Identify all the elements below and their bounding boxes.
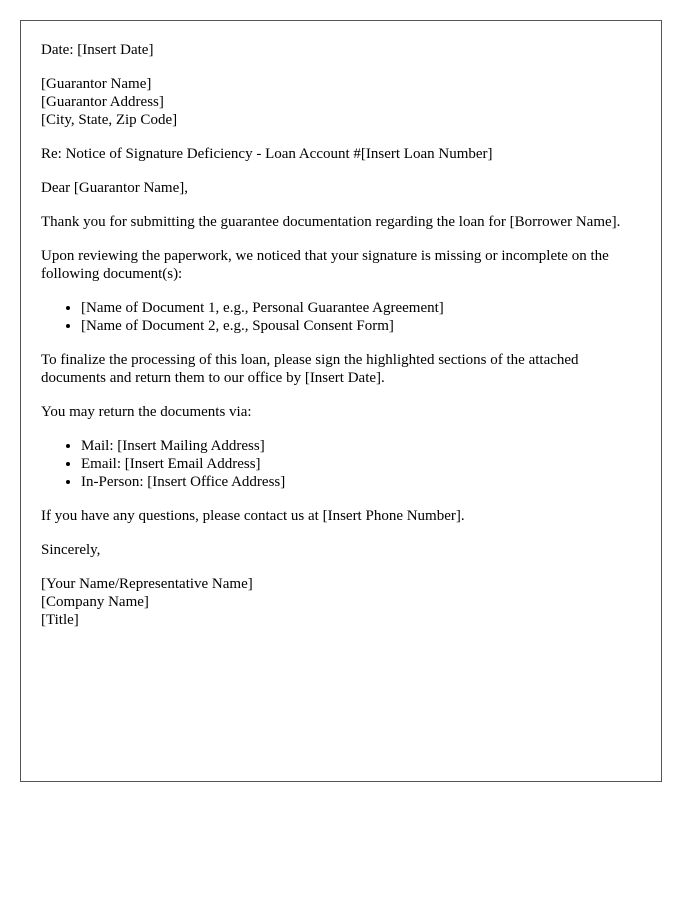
recipient-name: [Guarantor Name]	[41, 76, 152, 92]
recipient-block	[41, 75, 641, 129]
list-item: • In-Person: [Insert Office Address]	[81, 473, 641, 491]
list-item: • [Name of Document 1, e.g., Personal Guarantee Agreement]	[81, 299, 641, 317]
signature-title: [Title]	[41, 612, 79, 628]
list-item: • [Name of Document 2, e.g., Spousal Consent Form]	[81, 317, 641, 335]
paragraph-questions: If you have any questions, please contact us at [Insert Phone Number].	[41, 508, 465, 524]
signature-name: [Your Name/Representative Name]	[41, 576, 253, 592]
signature-company: [Company Name]	[41, 594, 149, 610]
signature-block	[41, 575, 641, 629]
letter-page	[20, 20, 662, 782]
paragraph-thanks: Thank you for submitting the guarantee documentation regarding the loan for [Borrower Name].	[41, 214, 621, 230]
paragraph-return: You may return the documents via:	[41, 404, 252, 420]
documents-list	[41, 299, 641, 335]
subject-line: Re: Notice of Signature Deficiency - Loan Account #[Insert Loan Number]	[41, 146, 493, 162]
return-methods-list	[41, 437, 641, 491]
paragraph-review: Upon reviewing the paperwork, we noticed that your signature is missing or incomplete on the following document(s):	[41, 248, 609, 282]
closing: Sincerely,	[41, 542, 101, 558]
salutation: Dear [Guarantor Name],	[41, 180, 189, 196]
recipient-city-state-zip: [City, State, Zip Code]	[41, 112, 178, 128]
list-item: • Email: [Insert Email Address]	[81, 455, 641, 473]
date-line: Date: [Insert Date]	[41, 42, 154, 58]
list-item: • Mail: [Insert Mailing Address]	[81, 437, 641, 455]
paragraph-finalize: To finalize the processing of this loan, please sign the highlighted sections of the attached documents and return them to our office by [Insert Date].	[41, 352, 579, 386]
recipient-address: [Guarantor Address]	[41, 94, 164, 110]
